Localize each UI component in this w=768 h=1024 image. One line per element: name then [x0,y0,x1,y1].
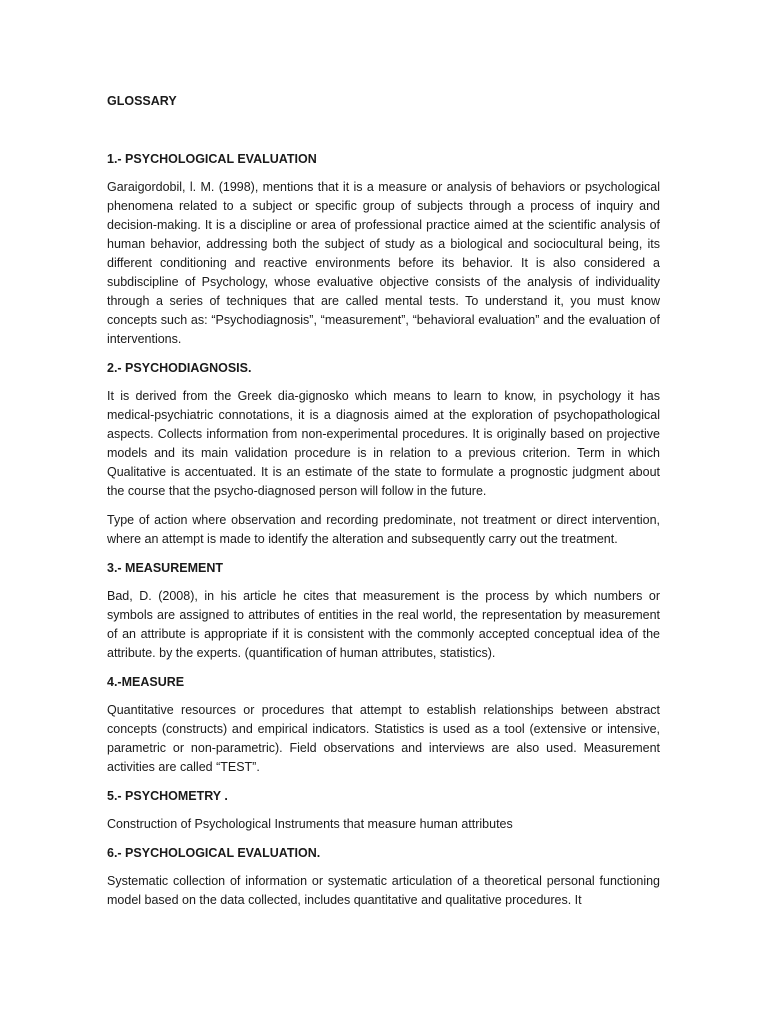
section-6 [107,844,660,910]
paragraph: Quantitative resources or procedures that attempt to establish relationships between abstract concepts (constructs) and empirical indicators. Statistics is used as a tool (extensive or intensive, parametric or non-parametric). Field observations and interviews are also used. Measurement activities are called “TEST”. [107,703,660,774]
section-3 [107,559,660,663]
paragraph: It is derived from the Greek dia-gignosko which means to learn to know, in psychology it has medical-psychiatric connotations, it is a diagnosis aimed at the exploration of psychopathological aspects. Collects information from non-experimental procedures. It is originally based on projective models and its main validation procedure is in relation to a previous criterion. Term in which Qualitative is accentuated. It is an estimate of the state to formulate a prognostic judgment about the course that the psycho-diagnosed person will follow in the future. [107,389,660,498]
paragraph: Systematic collection of information or systematic articulation of a theoretical personal functioning model based on the data collected, includes quantitative and qualitative procedures. It [107,874,660,907]
section-heading: 4.-MEASURE [107,675,185,689]
section-heading: 6.- PSYCHOLOGICAL EVALUATION. [107,846,321,860]
section-heading: 1.- PSYCHOLOGICAL EVALUATION [107,152,317,166]
section-5 [107,787,660,834]
section-heading: 2.- PSYCHODIAGNOSIS. [107,361,252,375]
document-page [107,92,660,910]
section-heading: 5.- PSYCHOMETRY . [107,789,228,803]
paragraph: Bad, D. (2008), in his article he cites that measurement is the process by which numbers or symbols are assigned to attributes of entities in the real world, the representation by measurement of an attribute is appropriate if it is consistent with the commonly accepted conceptual idea of the attribute. by the experts. (quantification of human attributes, statistics). [107,589,660,660]
paragraph: Type of action where observation and recording predominate, not treatment or direct intervention, where an attempt is made to identify the alteration and subsequently carry out the treatment. [107,513,660,546]
paragraph: Construction of Psychological Instruments that measure human attributes [107,817,513,831]
section-4 [107,673,660,777]
document-title: GLOSSARY [107,94,177,108]
section-heading: 3.- MEASUREMENT [107,561,223,575]
section-2 [107,359,660,549]
paragraph: Garaigordobil, l. M. (1998), mentions that it is a measure or analysis of behaviors or psychological phenomena related to a subject or specific group of subjects through a process of inquiry and decision-making. It is a discipline or area of professional practice aimed at the scientific analysis of human behavior, addressing both the subject of study as a biological and sociocultural being, its different conditioning and reactive environments before its behavior. It is also considered a subdiscipline of Psychology, whose evaluative objective consists of the analysis of individuality through a series of techniques that are called mental tests. To understand it, you must know concepts such as: “Psychodiagnosis”, “measurement”, “behavioral evaluation” and the evaluation of interventions. [107,180,660,346]
section-1 [107,150,660,349]
